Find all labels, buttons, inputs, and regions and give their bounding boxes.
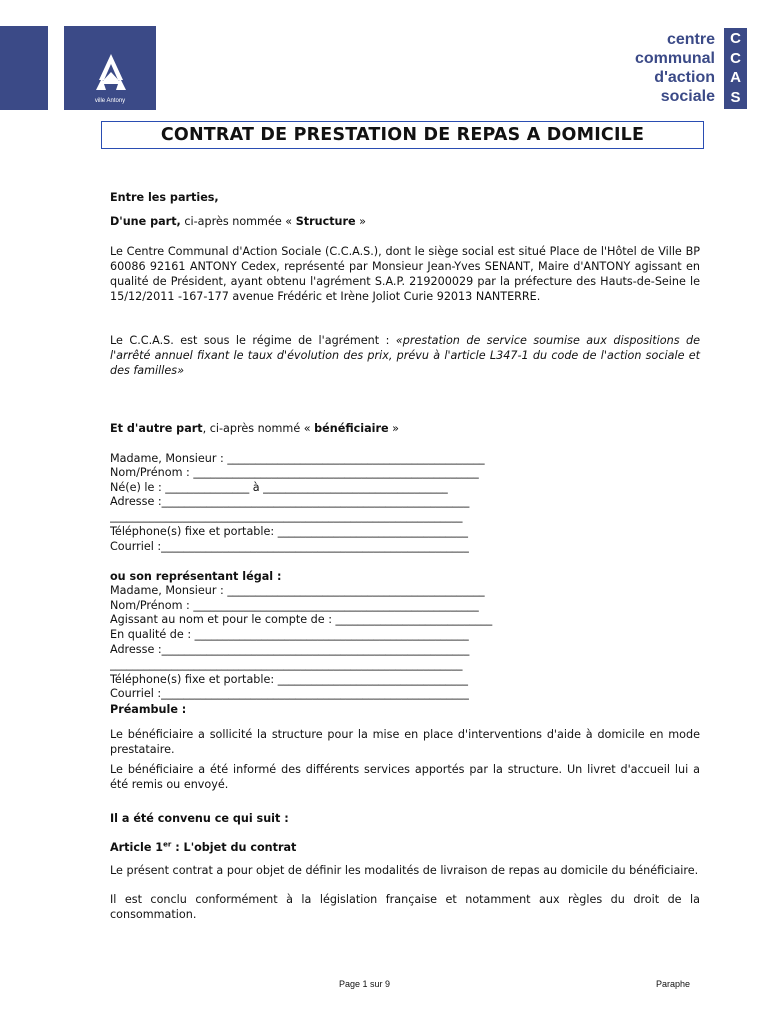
one-part-end: » <box>355 215 367 228</box>
document-title: CONTRAT DE PRESTATION DE REPAS A DOMICILE <box>160 125 645 145</box>
field-adresse[interactable]: Adresse :_______________________________________________________ <box>110 495 470 508</box>
document-title-box <box>101 121 704 149</box>
ccas-paragraph: Le Centre Communal d'Action Sociale (C.C.A.S.), dont le siège social est situé Place de l'Hôtel de Ville BP 60086 92161 ANTONY Cedex, représenté par Monsieur Jean-Yves SENANT, Maire d'ANTONY agissant en qualité de Président, ayant obtenu l'agrément S.A.P. 219200029 par la préfecture des Hauts-de-Seine le 15/12/2011 -167-177 avenue Frédéric et Irène Joliot Curie 92013 NANTERRE. <box>110 245 700 303</box>
field-adresse-cont[interactable]: _______________________________________________________________ <box>110 510 463 523</box>
parties-heading: Entre les parties, <box>110 191 219 204</box>
rep-field-acting-for[interactable]: Agissant au nom et pour le compte de : ____________________________ <box>110 613 493 626</box>
field-madame-monsieur[interactable]: Madame, Monsieur : ______________________________________________ <box>110 452 485 465</box>
preamble-paragraph-2: Le bénéficiaire a été informé des différents services apportés par la structure. Un livret d'accueil lui a été remis ou envoyé. <box>110 763 700 791</box>
article-1-title: : L'objet du contrat <box>171 841 297 854</box>
preamble-paragraph-1: Le bénéficiaire a sollicité la structure pour la mise en place d'interventions d'aide à domicile en mode prestataire. <box>110 728 700 756</box>
one-part-label: D'une part, <box>110 215 181 228</box>
beneficiary-name: bénéficiaire <box>314 422 389 435</box>
other-part-line <box>110 421 700 436</box>
article-1-paragraph-2: Il est conclu conformément à la législation française et notamment aux règles du droit de la consommation. <box>110 893 700 921</box>
agreed-heading: Il a été convenu ce qui suit : <box>110 812 289 825</box>
one-part-text: ci-après nommée « <box>180 215 296 228</box>
one-part-line <box>110 214 700 229</box>
article-1-sup: er <box>163 840 172 849</box>
rep-field-courriel[interactable]: Courriel :_______________________________________________________ <box>110 687 469 700</box>
rep-field-adresse[interactable]: Adresse :_______________________________________________________ <box>110 643 470 656</box>
ccas-wordmark <box>635 30 715 106</box>
field-nom-prenom[interactable]: Nom/Prénom : ___________________________________________________ <box>110 466 479 479</box>
field-birth[interactable]: Né(e) le : _______________ à _________________________________ <box>110 481 448 494</box>
ccas-word: centre <box>666 31 715 48</box>
ccas-word: communal <box>634 50 715 67</box>
other-part-text: , ci-après nommé « <box>202 422 315 435</box>
regime-paragraph <box>110 333 700 378</box>
article-1-paragraph-1: Le présent contrat a pour objet de définir les modalités de livraison de repas au domicile du bénéficiaire. <box>110 864 699 877</box>
regime-intro: Le C.C.A.S. est sous le régime de l'agrément : <box>110 334 396 347</box>
rep-field-adresse-cont[interactable]: _______________________________________________________________ <box>110 658 463 671</box>
antony-logo <box>64 26 156 110</box>
rep-field-telephone[interactable]: Téléphone(s) fixe et portable: __________________________________ <box>110 673 468 686</box>
ccas-letter: S <box>730 88 741 106</box>
other-part-end: » <box>388 422 399 435</box>
paraphe-label: Paraphe <box>656 979 691 989</box>
rep-field-quality[interactable]: En qualité de : _________________________________________________ <box>110 628 469 641</box>
rep-field-nom-prenom[interactable]: Nom/Prénom : ___________________________________________________ <box>110 599 479 612</box>
logo-city-name: ville Antony <box>94 98 126 104</box>
field-telephone[interactable]: Téléphone(s) fixe et portable: __________________________________ <box>110 525 468 538</box>
article-1-prefix: Article 1 <box>110 841 164 854</box>
ccas-word: d'action <box>654 69 715 86</box>
field-courriel[interactable]: Courriel :_______________________________________________________ <box>110 540 469 553</box>
structure-name: Structure <box>295 215 356 228</box>
antony-logo-icon <box>94 50 128 90</box>
page-number: Page 1 sur 9 <box>339 979 391 989</box>
ccas-word: sociale <box>660 88 715 105</box>
rep-field-madame-monsieur[interactable]: Madame, Monsieur : ______________________________________________ <box>110 584 485 597</box>
left-color-bar <box>0 26 48 110</box>
regime-quote: «prestation de service soumise aux dispositions de l'arrêté annuel fixant le taux d'évolution des prix, prévu à l'article L347-1 du code de l'action sociale et des familles» <box>110 334 700 377</box>
ccas-letter: C <box>730 49 741 67</box>
ccas-letter: C <box>730 30 741 47</box>
ccas-letters-box <box>724 28 747 109</box>
other-part-label: Et d'autre part <box>110 422 203 435</box>
ccas-letter: A <box>730 69 741 86</box>
article-1-heading <box>110 840 700 855</box>
preamble-heading: Préambule : <box>110 703 187 716</box>
representative-heading: ou son représentant légal : <box>110 570 282 583</box>
